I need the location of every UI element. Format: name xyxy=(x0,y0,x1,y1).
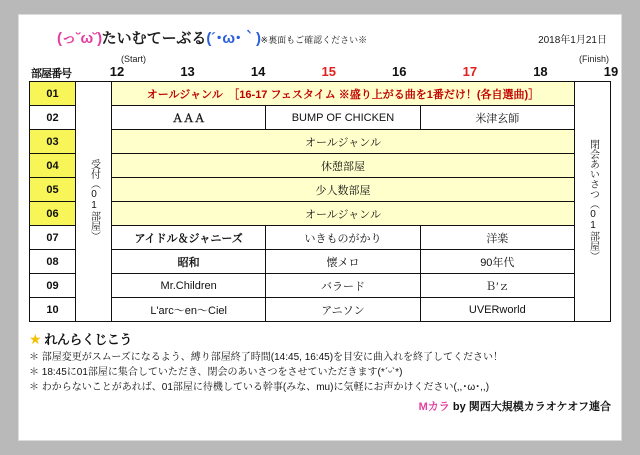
schedule-cell: 昭和 xyxy=(112,250,266,274)
table-row xyxy=(30,82,611,106)
table-row xyxy=(30,130,611,154)
timetable-sheet xyxy=(18,14,622,441)
schedule-cell: アイドル＆ジャニーズ xyxy=(112,226,266,250)
title-note: ※裏面もご確認ください※ xyxy=(260,35,368,45)
axis-tick-14: 14 xyxy=(250,64,266,79)
start-label: (Start) xyxy=(121,54,147,64)
timetable-grid xyxy=(29,81,611,322)
schedule-cell: ＡＡＡ xyxy=(112,106,266,130)
signature-brand: Mカラ xyxy=(418,401,450,413)
room-number-header: 部屋番号 xyxy=(31,68,71,80)
signature xyxy=(29,399,611,416)
axis-tick-16: 16 xyxy=(392,64,407,79)
schedule-cell: オールジャンル xyxy=(112,130,575,154)
schedule-cell: 洋楽 xyxy=(420,226,574,250)
kaomoji-left: (っ˘ω˘) xyxy=(57,30,102,47)
title-text: たいむてーぶる xyxy=(101,30,207,47)
table-row xyxy=(30,250,611,274)
table-row xyxy=(30,178,611,202)
schedule-cell: アニソン xyxy=(266,298,420,322)
schedule-cell: 米津玄師 xyxy=(420,106,574,130)
table-row xyxy=(30,274,611,298)
room-number-cell: 07 xyxy=(30,226,76,250)
schedule-cell: 懐メロ xyxy=(266,250,420,274)
schedule-cell: 休憩部屋 xyxy=(112,154,575,178)
kaomoji-right: (´･ω･｀) xyxy=(206,30,261,47)
axis-tick-13: 13 xyxy=(180,64,195,79)
room-number-cell: 08 xyxy=(30,250,76,274)
schedule-cell: Ｂ′ｚ xyxy=(420,274,574,298)
schedule-cell: オールジャンル ［16-17 フェスタイム ※盛り上がる曲を1番だけ！(各自選曲)］ xyxy=(112,82,575,106)
reception-side-text: 受付（01部屋） xyxy=(88,158,100,241)
axis-tick-19: 19 xyxy=(603,64,619,79)
room-number-cell: 04 xyxy=(30,154,76,178)
time-axis xyxy=(29,54,619,81)
table-row xyxy=(30,226,611,250)
closing-side-label xyxy=(575,82,611,322)
reception-side-label xyxy=(76,82,112,322)
note-line: ＊ 部屋変更がスムーズになるよう、縛り部屋終了時間(14:45, 16:45)を目安に曲入れを終了してください！ xyxy=(29,352,504,363)
notes-heading: れんらくじこう xyxy=(44,332,132,347)
room-number-cell: 09 xyxy=(30,274,76,298)
room-number-cell: 06 xyxy=(30,202,76,226)
room-number-cell: 03 xyxy=(30,130,76,154)
closing-side-text: 閉会あいさつ（01部屋） xyxy=(587,138,599,261)
note-line: ＊ 18:45に01部屋に集合していただき、閉会のあいさつをさせていただきます(*ˊᵕˋ*) xyxy=(29,367,403,378)
signature-rest: by 関西大規模カラオケオフ連合 xyxy=(449,401,611,413)
schedule-cell: いきものがかり xyxy=(266,226,420,250)
axis-ticks xyxy=(109,64,619,80)
finish-label: (Finish) xyxy=(578,54,609,64)
notes-heading-row xyxy=(29,329,611,350)
schedule-cell: 90年代 xyxy=(420,250,574,274)
axis-tick-15: 15 xyxy=(321,64,336,79)
note-line: ＊ わからないことがあれば、01部屋に待機している幹事(みな、mu)に気軽にお声かけください(,,･ω･,,) xyxy=(29,382,490,393)
axis-tick-18: 18 xyxy=(533,64,548,79)
sheet-header xyxy=(29,21,611,55)
table-row xyxy=(30,298,611,322)
star-icon: ★ xyxy=(29,331,42,347)
notes-section xyxy=(29,329,611,416)
schedule-cell: L'arc～en～Ciel xyxy=(112,298,266,322)
schedule-cell: UVERworld xyxy=(420,298,574,322)
axis-tick-12: 12 xyxy=(109,64,125,79)
table-row xyxy=(30,154,611,178)
page-title xyxy=(57,27,367,48)
schedule-cell: BUMP OF CHICKEN xyxy=(266,106,420,130)
room-number-cell: 10 xyxy=(30,298,76,322)
schedule-cell: Mr.Children xyxy=(112,274,266,298)
table-row xyxy=(30,106,611,130)
schedule-cell: 少人数部屋 xyxy=(112,178,575,202)
room-number-cell: 02 xyxy=(30,106,76,130)
schedule-cell: オールジャンル xyxy=(112,202,575,226)
axis-tick-17: 17 xyxy=(462,64,478,79)
room-number-cell: 05 xyxy=(30,178,76,202)
room-number-cell: 01 xyxy=(30,82,76,106)
date-label: 2018年1月21日 xyxy=(538,35,607,46)
table-row xyxy=(30,202,611,226)
schedule-cell: バラード xyxy=(266,274,420,298)
